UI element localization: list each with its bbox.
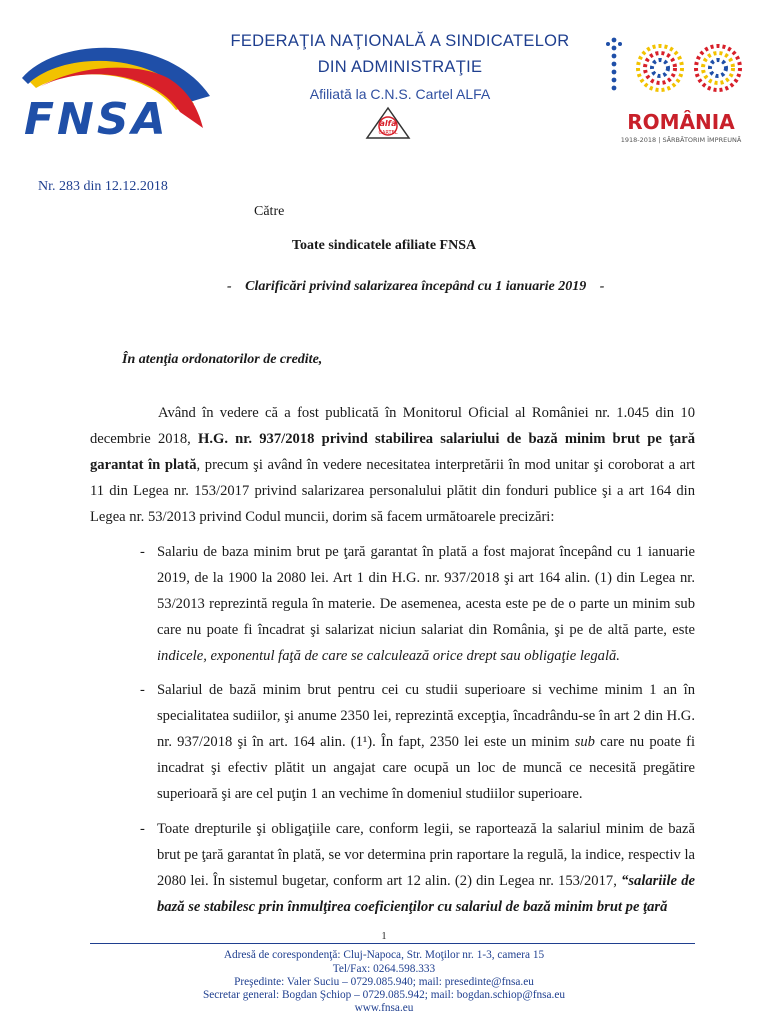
alfa-logo-text: alfa — [379, 119, 397, 128]
centenary-100-graphic — [600, 32, 760, 112]
subject-dash-left: - — [227, 279, 232, 294]
intro-text-1: Având în vedere că a fost publicată în Monitorul Oficial al României nr. 1.045 din 10 decembrie 2018, — [90, 405, 695, 447]
centenary-tagline: 1918-2018 | SĂRBĂTORIM ÎMPREUNĂ — [620, 136, 742, 144]
page-number: 1 — [381, 931, 387, 942]
recipient-line: Toate sindicatele afiliate FNSA — [291, 238, 477, 253]
intro-paragraph — [90, 400, 695, 530]
footer-telfax: Tel/Fax: 0264.598.333 — [332, 963, 436, 975]
bullet1-italic: indicele, exponentul faţă de care se calculează orice drept sau obligaţie legală. — [157, 648, 620, 664]
bullet-item-3 — [157, 816, 695, 920]
intro-bold-hg: H.G. nr. 937/2018 privind stabilirea salariului de bază minim brut pe ţară garantat în plată — [90, 431, 696, 473]
reference-number: Nr. 283 din 12.12.2018 — [38, 179, 168, 194]
affiliation-text: Afiliată la C.N.S. Cartel ALFA — [309, 86, 491, 102]
alfa-logo-sub: CARTEL — [378, 130, 398, 136]
footer-divider — [90, 943, 695, 944]
subject-text: Clarificări privind salarizarea începând cu 1 ianuarie 2019 — [245, 279, 587, 294]
fnsa-logo-text: FNSA — [24, 94, 169, 145]
footer-secretary: Secretar general: Bogdan Şchiop – 0729.085.942; mail: bogdan.schiop@fnsa.eu — [202, 989, 566, 1001]
federation-title-line2: DIN ADMINISTRAŢIE — [317, 58, 483, 76]
bullet1-text: Salariu de baza minim brut pe ţară garantat în plată a fost majorat începând cu 1 ianuarie 2019, de la 1900 la 2080 lei. Art 1 din H.G. nr. 937/2018 şi art 164 alin. (1) din Legea nr. 53/2013 reprezintă regula în materie. De asemenea, acesta este pe de o parte un minim sub care nu poate fi încadrat şi salarizat niciun salariat din România, şi pe de altă parte, este — [157, 544, 695, 638]
footer-address: Adresă de corespondenţă: Cluj-Napoca, Str. Moţilor nr. 1-3, camera 15 — [223, 949, 545, 961]
bullet-dash-1: - — [140, 544, 145, 560]
bullet-dash-2: - — [140, 682, 145, 698]
romania-centenary-logo — [600, 32, 760, 152]
bullet-item-2 — [157, 677, 695, 807]
subject-dash-right: - — [599, 279, 605, 294]
bullet-item-1 — [157, 539, 695, 669]
bullet2-text-1: Salariul de bază minim brut pentru cei cu studii superioare si vechime minim 1 an în specialitatea sudiilor, şi anume 2350 lei, reprezintă excepţia, încadrându-se în art 2 din H.G. nr. 937/2018 şi în art. 164 alin. (1¹). În fapt, 2350 lei este un minim — [157, 682, 695, 750]
subject-line — [227, 279, 604, 295]
federation-title-line1: FEDERAŢIA NAŢIONALĂ A SINDICATELOR — [230, 32, 570, 50]
romania-text: ROMÂNIA — [627, 110, 735, 134]
bullet2-italic: sub — [574, 734, 595, 750]
alfa-cartel-logo — [365, 106, 411, 140]
footer-president: Preşedinte: Valer Suciu – 0729.085.940; mail: presedinte@fnsa.eu — [234, 976, 534, 988]
bullet2-text-2: care nu poate fi incadrat şi efectiv plătit un angajat care ocupă un loc de muncă ce necesită pregătire superioară şi are cel puţin 1 an vechime în domeniul studiilor superioare. — [157, 734, 696, 802]
bullet-dash-3: - — [140, 821, 145, 837]
bullet3-quote: “salariile de bază se stabilesc prin înmulţirea coeficienţilor cu salariul de bază minim brut pe ţară — [157, 873, 695, 915]
addressee-label: Către — [254, 204, 285, 219]
intro-text-2: , precum şi având în vedere necesitatea interpretării în mod unitar şi coroborat a art 11 din Legea nr. 153/2017 privind salarizarea personalului plătit din fonduri publice şi a art 164 din Legea nr. 53/2013 privind Codul muncii, dorim să facem următoarele precizări: — [90, 457, 695, 525]
bullet3-text: Toate drepturile şi obligaţiile care, conform legii, se raportează la salariul minim de bază brut pe ţară garantat în plată, se vor determina prin raportare la regulă, la indice, respectiv la 2080 lei. În sistemul bugetar, conform art 12 alin. (2) din Legea nr. 153/2017, — [157, 821, 695, 889]
fnsa-logo — [18, 38, 218, 148]
salutation: În atenţia ordonatorilor de credite, — [122, 352, 323, 367]
footer-website[interactable]: www.fnsa.eu — [354, 1002, 414, 1014]
